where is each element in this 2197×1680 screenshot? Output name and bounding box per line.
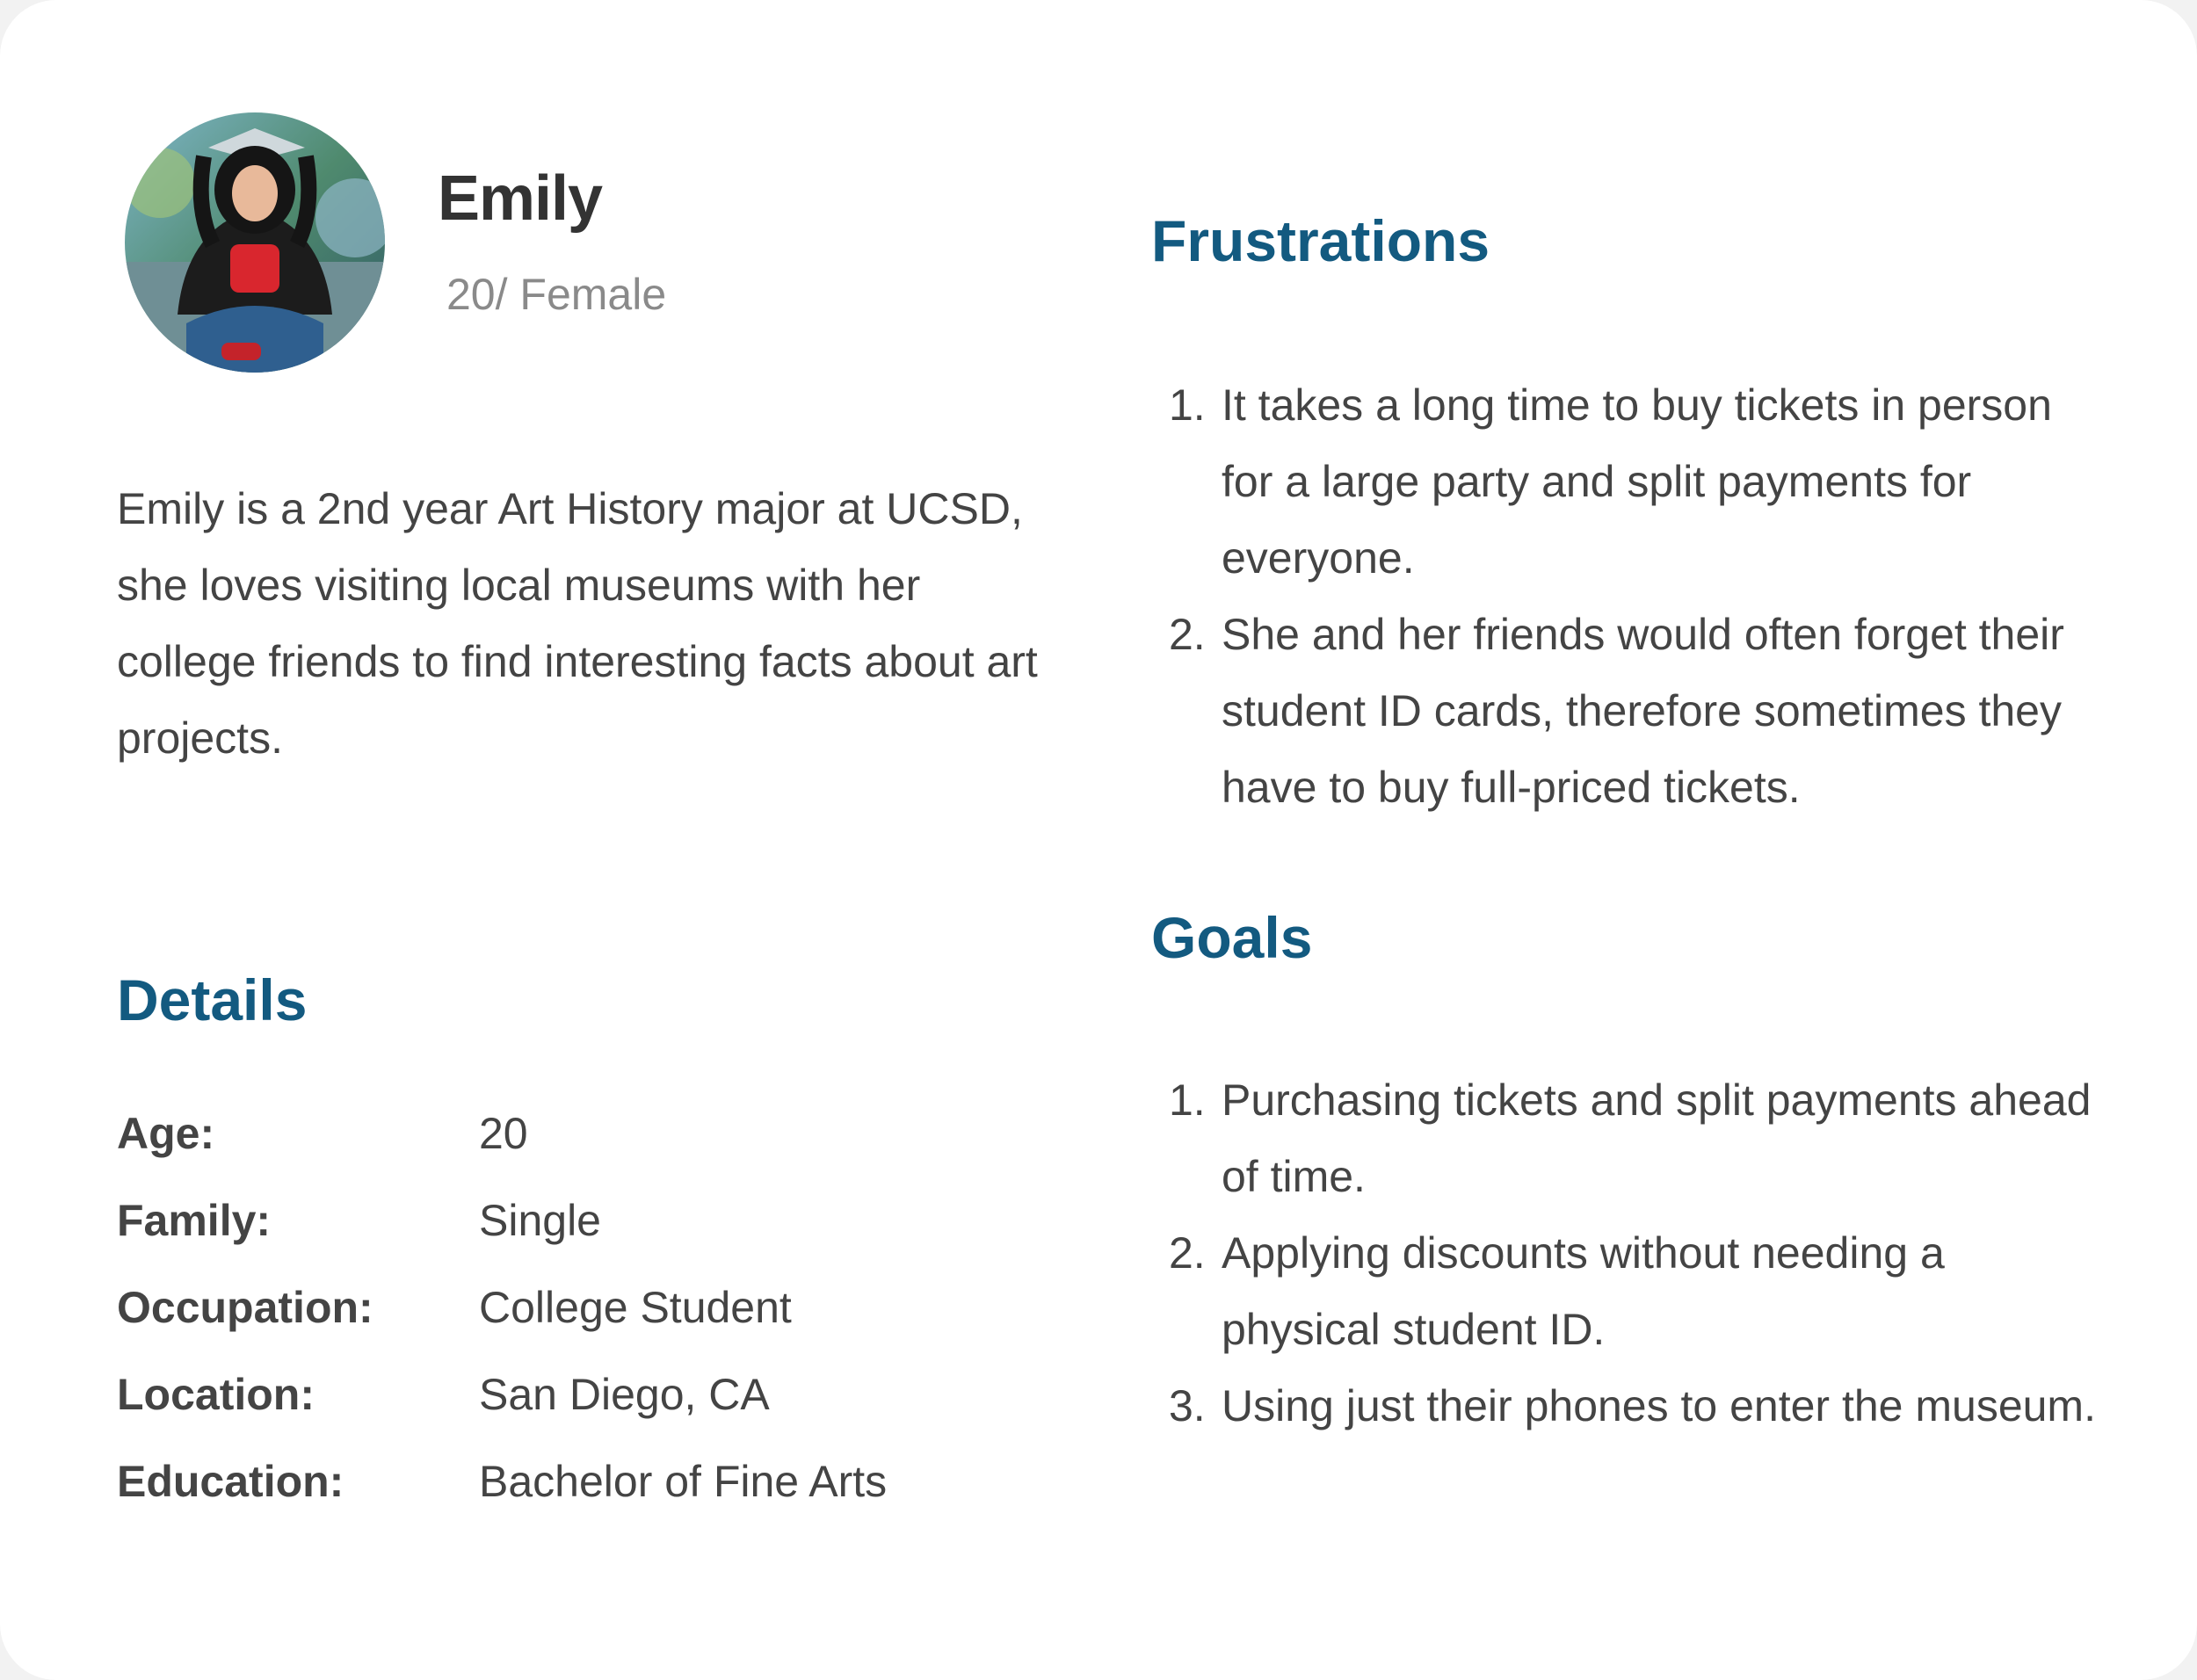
persona-age-gender: 20/ Female [446, 270, 667, 319]
list-item [1169, 597, 2100, 826]
detail-label: Age: [117, 1108, 215, 1158]
persona-bio: Emily is a 2nd year Art History major at UCSD, she loves visiting local museums with her college friends to find interesting facts about art projects. [117, 484, 1038, 763]
details-table [117, 1090, 996, 1524]
goals-list [1169, 1062, 2100, 1445]
detail-label: Occupation: [117, 1282, 373, 1332]
list-item [1169, 367, 2100, 597]
list-number: 1. [1169, 380, 1206, 430]
detail-value: College Student [479, 1282, 792, 1332]
list-number: 2. [1169, 1228, 1206, 1278]
goals-heading: Goals [1151, 905, 1313, 970]
list-item-text: Using just their phones to enter the museum. [1222, 1381, 2096, 1430]
avatar [125, 112, 385, 373]
list-item-text: Purchasing tickets and split payments ahead of time. [1222, 1075, 2092, 1201]
detail-label: Education: [117, 1456, 344, 1506]
list-item [1169, 1215, 2100, 1368]
detail-row-family [117, 1177, 996, 1264]
list-number: 1. [1169, 1075, 1206, 1125]
list-item [1169, 1062, 2100, 1215]
details-heading: Details [117, 967, 308, 1032]
detail-label: Location: [117, 1369, 315, 1419]
list-item [1169, 1368, 2100, 1445]
detail-value: Bachelor of Fine Arts [479, 1456, 888, 1506]
frustrations-heading: Frustrations [1151, 208, 1490, 273]
detail-value: San Diego, CA [479, 1369, 770, 1419]
frustrations-list [1169, 367, 2100, 826]
detail-value: 20 [479, 1108, 528, 1158]
persona-name: Emily [438, 163, 603, 234]
list-item-text: She and her friends would often forget their student ID cards, therefore sometimes they have to buy full-priced tickets. [1222, 610, 2064, 812]
detail-row-location [117, 1351, 996, 1437]
detail-row-age [117, 1090, 996, 1177]
detail-value: Single [479, 1195, 601, 1245]
detail-label: Family: [117, 1195, 272, 1245]
avatar-photo [125, 112, 385, 373]
list-number: 2. [1169, 610, 1206, 659]
detail-row-education [117, 1437, 996, 1524]
detail-row-occupation [117, 1264, 996, 1351]
list-item-text: It takes a long time to buy tickets in person for a large party and split payments for everyone. [1222, 380, 2052, 583]
list-item-text: Applying discounts without needing a physical student ID. [1222, 1228, 1945, 1354]
list-number: 3. [1169, 1381, 1206, 1430]
